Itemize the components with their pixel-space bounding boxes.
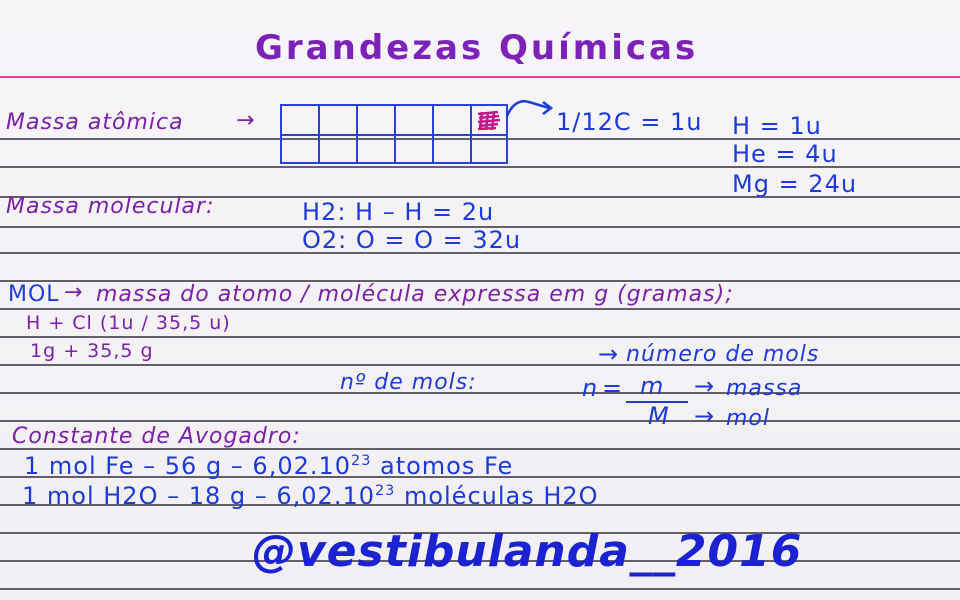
arrow-icon: →	[694, 372, 716, 400]
ruled-line	[0, 308, 960, 310]
atom-grid-diagram	[280, 104, 508, 164]
arrow-icon: →	[598, 340, 620, 368]
molecular-mass-line: O2: O = O = 32u	[302, 226, 522, 254]
atomic-mass-example: Mg = 24u	[732, 170, 858, 198]
formula-M: M	[648, 402, 670, 430]
ruled-line	[0, 420, 960, 422]
shaded-cell-scribble	[476, 110, 502, 132]
arrow-icon: →	[236, 108, 256, 133]
mol-example: 1g + 35,5 g	[30, 340, 154, 362]
arrow-icon: →	[64, 280, 84, 305]
atomic-mass-example: H = 1u	[732, 112, 822, 140]
M-description: mol	[726, 406, 771, 431]
avogadro-line-1: 1 mol Fe – 56 g – 6,02.10$^{23}$ atomos Fe	[24, 452, 514, 480]
formula-m: m	[640, 372, 665, 400]
ruled-line	[0, 336, 960, 338]
atomic-mass-example: He = 4u	[732, 140, 838, 168]
n-mols-label: nº de mols:	[340, 370, 477, 395]
page-title: Grandezas Químicas	[255, 28, 699, 68]
ruled-line	[0, 588, 960, 590]
n-description: número de mols	[626, 342, 820, 367]
mol-definition: massa do atomo / molécula expressa em g (gramas);	[96, 282, 734, 307]
ruled-line	[0, 392, 960, 394]
mol-label: MOL	[8, 282, 60, 307]
m-description: massa	[726, 376, 803, 401]
formula-equals: =	[602, 374, 624, 402]
curved-arrow-icon	[505, 96, 555, 126]
unit-definition: 1/12C = 1u	[556, 108, 703, 136]
author-handle: @vestibulanda__2016	[252, 526, 803, 577]
avogadro-line-2: 1 mol H2O – 18 g – 6,02.10$^{23}$ moléculas H2O	[22, 482, 599, 510]
formula-n: n	[582, 374, 599, 402]
massa-molecular-label: Massa molecular:	[6, 194, 215, 219]
margin-rule	[0, 76, 960, 78]
arrow-icon: →	[694, 402, 716, 430]
mol-example: H + Cl (1u / 35,5 u)	[26, 312, 231, 334]
massa-atomica-label: Massa atômica	[6, 110, 184, 135]
molecular-mass-line: H2: H – H = 2u	[302, 198, 495, 226]
avogadro-label: Constante de Avogadro:	[12, 424, 301, 449]
